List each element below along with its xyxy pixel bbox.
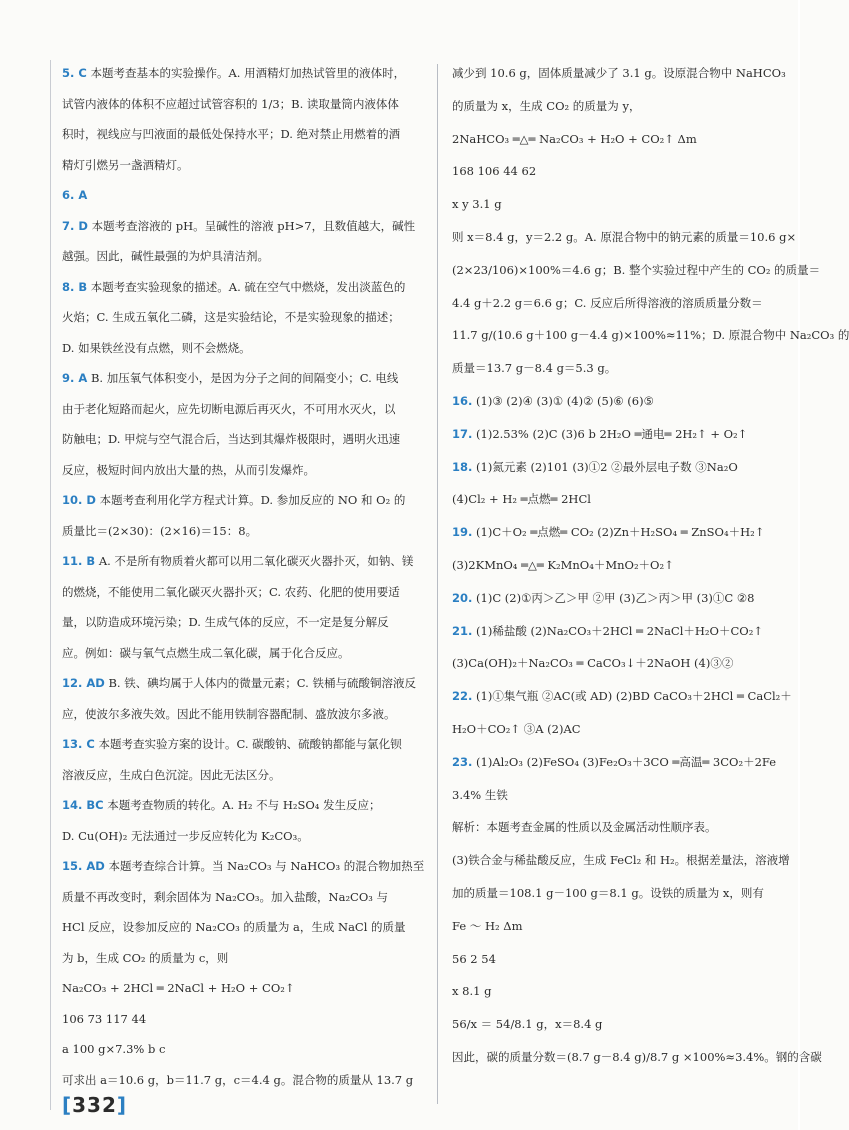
answer-line xyxy=(452,66,786,80)
answer-text: 56 2 54 xyxy=(452,951,496,966)
answer-text: 本题考查实验方案的设计。C. 碳酸钠、硫酸钠都能与氯化钡 xyxy=(98,737,402,751)
answer-text: (1)①集气瓶 ②AC(或 AD) (2)BD CaCO₃＋2HCl ═ CaCl₂＋ xyxy=(476,689,792,704)
answer-line xyxy=(452,591,755,605)
answer-line xyxy=(62,1042,165,1056)
answer-line xyxy=(62,310,400,324)
question-number: 7. D xyxy=(62,218,88,233)
answer-line xyxy=(452,919,522,933)
answer-line xyxy=(452,656,733,670)
question-number: 6. A xyxy=(62,188,88,202)
answer-line xyxy=(62,920,406,934)
answer-text: 本题考查实验现象的描述。A. 硫在空气中燃烧，发出淡蓝色的 xyxy=(90,279,406,294)
answer-line xyxy=(62,737,402,751)
answer-text: HCl 反应，设参加反应的 Na₂CO₃ 的质量为 a，生成 NaCl 的质量 xyxy=(62,920,406,934)
answer-text: (4)Cl₂ + H₂ ═点燃═ 2HCl xyxy=(452,492,591,507)
question-number: 12. AD xyxy=(62,676,105,690)
answer-text: 火焰；C. 生成五氧化二磷，这是实验结论，不是实验现象的描述； xyxy=(62,310,400,324)
question-number: 11. B xyxy=(62,554,96,568)
answer-text: 积时，视线应与凹液面的最低处保持水平；D. 绝对禁止用燃着的酒 xyxy=(62,127,401,141)
answer-text: (3)2KMnO₄ ═△═ K₂MnO₄＋MnO₂＋O₂↑ xyxy=(452,558,674,572)
question-number: 13. C xyxy=(62,737,95,751)
page-number: [332] xyxy=(62,1093,128,1117)
answer-line xyxy=(452,1017,602,1031)
answer-text: B. 加压氧气体积变小，是因为分子之间的间隔变小；C. 电线 xyxy=(90,371,399,385)
question-number: 16. xyxy=(452,394,473,408)
answer-line xyxy=(62,585,400,599)
answer-text: (2×23/106)×100%＝4.6 g；B. 整个实验过程中产生的 CO₂ 的质量＝ xyxy=(452,262,821,277)
question-number: 8. B xyxy=(62,279,88,294)
answer-line xyxy=(452,427,747,441)
answer-line xyxy=(62,768,281,782)
answer-line xyxy=(452,394,654,408)
answer-text: 应，使波尔多液失效。因此不能用铁制容器配制、盛放波尔多液。 xyxy=(62,706,396,721)
answer-text: x y 3.1 g xyxy=(452,197,502,212)
answer-text: 的质量为 x，生成 CO₂ 的质量为 y， xyxy=(452,98,641,113)
answer-line xyxy=(452,492,591,506)
answer-line xyxy=(62,615,389,629)
answer-line xyxy=(62,1073,413,1087)
page-edge xyxy=(798,0,800,1130)
answer-line xyxy=(62,859,424,873)
answer-text: 可求出 a＝10.6 g，b＝11.7 g，c＝4.4 g。混合物的质量从 13.7 g xyxy=(62,1072,414,1087)
answer-text: 防触电；D. 甲烷与空气混合后，当达到其爆炸极限时，遇明火迅速 xyxy=(62,432,401,446)
answer-line xyxy=(62,707,396,721)
answer-line xyxy=(62,66,405,80)
answer-line xyxy=(452,984,491,998)
answer-line xyxy=(62,432,400,446)
answer-text: D. 如果铁丝没有点燃，则不会燃烧。 xyxy=(62,340,251,355)
answer-text: 56/x ＝ 54/8.1 g，x＝8.4 g xyxy=(452,1017,603,1032)
question-number: 9. A xyxy=(62,371,88,385)
answer-text: 质量比＝(2×30)：(2×16)＝15：8。 xyxy=(62,523,258,538)
answer-line xyxy=(452,886,764,900)
answer-text: (1)2.53% (2)C (3)6 b 2H₂O ═通电═ 2H₂↑ + O₂↑ xyxy=(476,426,748,441)
answer-text: 减少到 10.6 g，固体质量减少了 3.1 g。设原混合物中 NaHCO₃ xyxy=(452,66,786,80)
answer-text: D. Cu(OH)₂ 无法通过一步反应转化为 K₂CO₃。 xyxy=(62,828,309,843)
answer-text: 的燃烧，不能使用二氧化碳灭火器扑灭；C. 农药、化肥的使用要适 xyxy=(62,584,400,599)
answer-line xyxy=(62,676,416,690)
column-divider xyxy=(437,64,438,1104)
answer-line xyxy=(62,97,399,111)
answer-text: (1)Al₂O₃ (2)FeSO₄ (3)Fe₂O₃＋3CO ═高温═ 3CO₂＋2Fe xyxy=(476,754,777,769)
question-number: 17. xyxy=(452,426,473,441)
answer-line xyxy=(62,127,400,141)
answer-line xyxy=(62,371,398,385)
answer-text: Fe ～ H₂ Δm xyxy=(452,918,523,933)
answer-line xyxy=(452,164,536,178)
answer-line xyxy=(62,554,413,568)
answer-text: 应。例如：碳与氧气点燃生成二氧化碳，属于化合反应。 xyxy=(62,645,350,660)
answer-text: 本题考查物质的转化。A. H₂ 不与 H₂SO₄ 发生反应； xyxy=(107,798,381,812)
answer-line xyxy=(452,820,717,834)
answer-text: 则 x＝8.4 g，y＝2.2 g。A. 原混合物中的钠元素的质量＝10.6 g× xyxy=(452,230,797,244)
answer-text: x 8.1 g xyxy=(452,984,492,999)
answer-text: 4.4 g＋2.2 g＝6.6 g；C. 反应后所得溶液的溶质质量分数＝ xyxy=(452,295,763,310)
answer-text: 因此，碳的质量分数＝(8.7 g－8.4 g)/8.7 g ×100%≈3.4%。钢的含碳 xyxy=(452,1050,822,1064)
answer-text: 溶液反应，生成白色沉淀。因此无法区分。 xyxy=(62,767,281,782)
answer-line xyxy=(62,188,87,202)
answer-text: a 100 g×7.3% b c xyxy=(62,1042,166,1056)
question-number: 18. xyxy=(452,459,473,474)
answer-text: 本题考查基本的实验操作。A. 用酒精灯加热试管里的液体时， xyxy=(90,66,406,80)
answer-line xyxy=(62,341,251,355)
answer-line xyxy=(452,722,581,736)
answer-text: 反应，极短时间内放出大量的热，从而引发爆炸。 xyxy=(62,462,315,477)
question-number: 22. xyxy=(452,689,473,704)
answer-line xyxy=(62,646,350,660)
answer-text: H₂O＋CO₂↑ ③A (2)AC xyxy=(452,722,581,736)
answer-text: B. 铁、碘均属于人体内的微量元素；C. 铁桶与硫酸铜溶液反 xyxy=(108,676,416,690)
question-number: 5. C xyxy=(62,66,87,80)
question-number: 23. xyxy=(452,754,473,769)
answer-text: 11.7 g/(10.6 g＋100 g－4.4 g)×100%≈11%；D. 原混合物中 Na₂CO₃ 的 xyxy=(452,328,849,343)
answer-text: 量，以防造成环境污染；D. 生成气体的反应，不一定是复分解反 xyxy=(62,615,389,629)
answer-text: Na₂CO₃ + 2HCl ═ 2NaCl + H₂O + CO₂↑ xyxy=(62,981,295,995)
answer-line xyxy=(62,249,269,263)
answer-text: 试管内液体的体积不应超过试管容积的 1/3；B. 读取量筒内液体体 xyxy=(62,96,399,111)
answer-text: (1)稀盐酸 (2)Na₂CO₃＋2HCl ═ 2NaCl＋H₂O＋CO₂↑ xyxy=(476,623,763,638)
answer-text: (3)铁合金与稀盐酸反应，生成 FeCl₂ 和 H₂。根据差量法，溶液增 xyxy=(452,853,790,868)
answer-line xyxy=(452,952,496,966)
answer-line xyxy=(62,798,381,812)
answer-text: 本题考查溶液的 pH。呈碱性的溶液 pH>7，且数值越大，碱性 xyxy=(91,218,416,233)
answer-line xyxy=(452,99,640,113)
answer-text: 越强。因此，碱性最强的为炉具清洁剂。 xyxy=(62,249,269,263)
answer-line xyxy=(62,829,309,843)
answer-line xyxy=(62,402,396,416)
answer-text: 解析：本题考查金属的性质以及金属活动性顺序表。 xyxy=(452,820,717,835)
answer-line xyxy=(62,524,257,538)
answer-text: 精灯引燃另一盏酒精灯。 xyxy=(62,157,189,172)
question-number: 19. xyxy=(452,525,473,540)
answer-line xyxy=(62,951,228,965)
answer-line xyxy=(452,296,763,310)
answer-text: A. 不是所有物质着火都可以用二氧化碳灭火器扑灭，如钠、镁 xyxy=(98,554,414,568)
answer-line xyxy=(452,1050,822,1064)
answer-text: 由于老化短路而起火，应先切断电源后再灭火，不可用水灭火，以 xyxy=(62,401,396,416)
answer-text: (1)③ (2)④ (3)① (4)② (5)⑥ (6)⑤ xyxy=(476,394,654,408)
answer-text: 本题考查综合计算。当 Na₂CO₃ 与 NaHCO₃ 的混合物加热至 xyxy=(108,859,425,873)
answer-text: 加的质量＝108.1 g－100 g＝8.1 g。设铁的质量为 x，则有 xyxy=(452,886,764,900)
answer-line xyxy=(452,689,792,703)
answer-text: 2NaHCO₃ ═△═ Na₂CO₃ + H₂O + CO₂↑ Δm xyxy=(452,131,697,146)
answer-line xyxy=(452,230,796,244)
answer-text: 3.4% 生铁 xyxy=(452,787,508,802)
answer-text: (1)氮元素 (2)101 (3)①2 ②最外层电子数 ③Na₂O xyxy=(476,459,738,474)
answer-line xyxy=(452,361,616,375)
answer-line xyxy=(62,463,315,477)
answer-line xyxy=(62,1012,146,1026)
answer-line xyxy=(62,981,295,995)
answer-line xyxy=(452,624,763,638)
answer-line xyxy=(452,558,674,572)
answer-text: (1)C (2)①丙＞乙＞甲 ②甲 (3)乙＞丙＞甲 (3)①C ②8 xyxy=(476,590,755,605)
answer-line xyxy=(62,890,388,904)
answer-line xyxy=(452,460,738,474)
answer-line xyxy=(452,525,764,539)
question-number: 10. D xyxy=(62,493,96,507)
margin-rule xyxy=(50,60,51,1110)
answer-text: 质量不再改变时，剩余固体为 Na₂CO₃。加入盐酸，Na₂CO₃ 与 xyxy=(62,889,389,904)
answer-line xyxy=(452,197,502,211)
answer-line xyxy=(452,263,820,277)
answer-text: (1)C＋O₂ ═点燃═ CO₂ (2)Zn＋H₂SO₄ ═ ZnSO₄＋H₂↑ xyxy=(476,525,765,540)
answer-line xyxy=(62,493,405,507)
answer-text: 168 106 44 62 xyxy=(452,164,537,179)
answer-line xyxy=(62,219,415,233)
question-number: 21. xyxy=(452,623,473,638)
question-number: 14. BC xyxy=(62,798,104,812)
answer-line xyxy=(452,853,790,867)
answer-line xyxy=(452,788,508,802)
answer-line xyxy=(452,132,697,146)
answer-text: 为 b，生成 CO₂ 的质量为 c，则 xyxy=(62,950,229,965)
answer-text: 质量＝13.7 g－8.4 g＝5.3 g。 xyxy=(452,361,617,376)
answer-line xyxy=(62,158,189,172)
answer-line xyxy=(452,328,849,342)
answer-text: 106 73 117 44 xyxy=(62,1011,147,1026)
question-number: 15. AD xyxy=(62,859,105,873)
answer-line xyxy=(452,755,776,769)
answer-text: 本题考查利用化学方程式计算。D. 参加反应的 NO 和 O₂ 的 xyxy=(99,493,406,507)
answer-text: (3)Ca(OH)₂＋Na₂CO₃ ═ CaCO₃↓＋2NaOH (4)③② xyxy=(452,656,734,671)
question-number: 20. xyxy=(452,590,473,605)
answer-line xyxy=(62,280,405,294)
